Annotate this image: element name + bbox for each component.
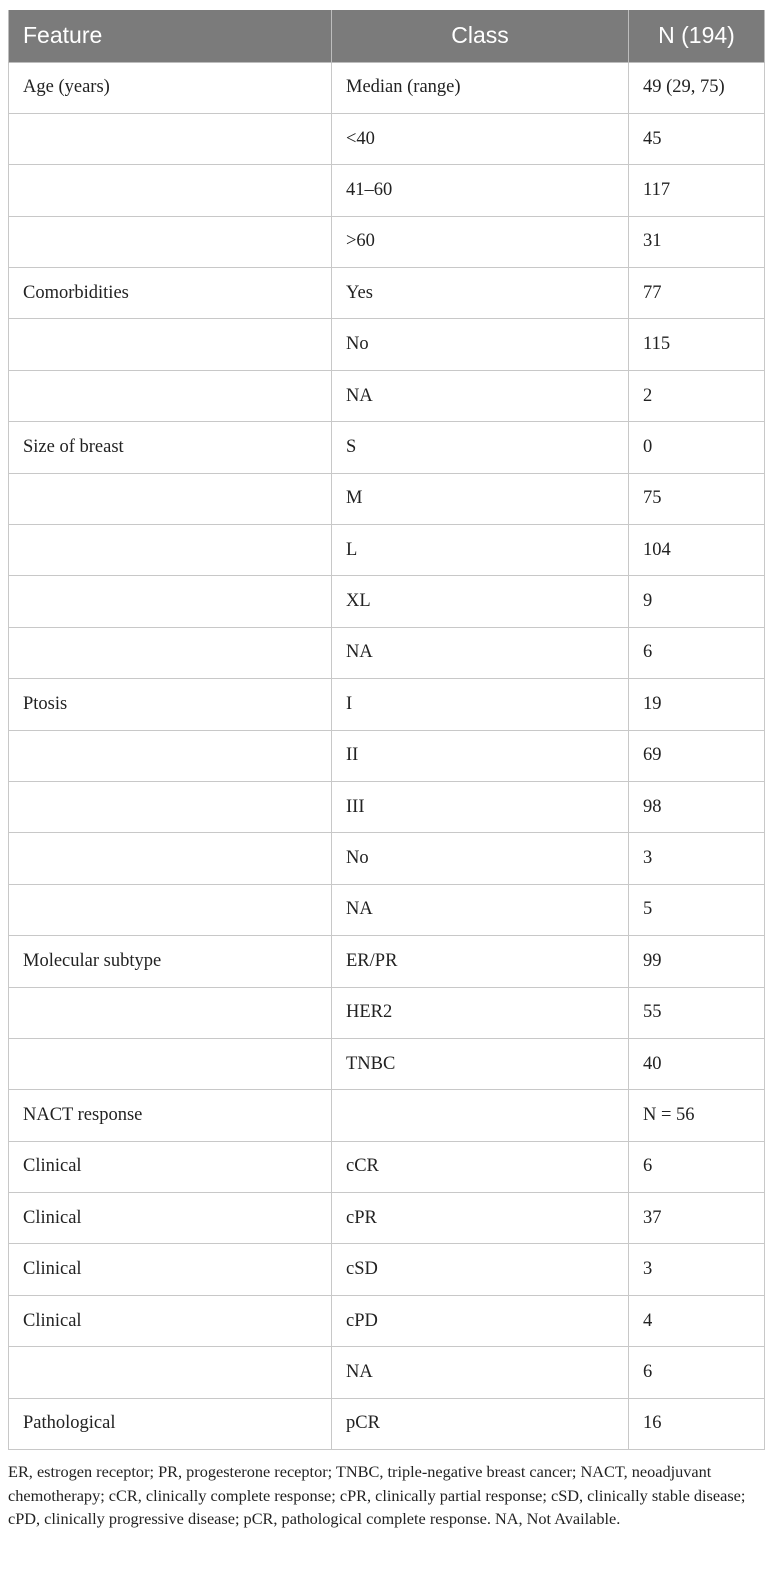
table-row [9,1038,765,1089]
cell-n: 37 [629,1193,765,1244]
cell-class: Yes [332,268,629,319]
table-row [9,627,765,678]
table-row [9,1398,765,1449]
table-row [9,216,765,267]
cell-class: III [332,781,629,832]
cell-feature [9,627,332,678]
cell-feature [9,576,332,627]
cell-class: XL [332,576,629,627]
cell-class: M [332,473,629,524]
cell-n: 69 [629,730,765,781]
table-row [9,1244,765,1295]
cell-n: 6 [629,1347,765,1398]
cell-n: 3 [629,1244,765,1295]
cell-class: No [332,833,629,884]
header-class: Class [332,10,629,62]
cell-n: 55 [629,987,765,1038]
cell-class: I [332,679,629,730]
cell-class: TNBC [332,1038,629,1089]
table-row [9,781,765,832]
cell-feature [9,216,332,267]
cell-feature: NACT response [9,1090,332,1141]
cell-class: ER/PR [332,936,629,987]
data-table-container [8,10,764,1450]
cell-feature [9,833,332,884]
cell-feature: Age (years) [9,62,332,113]
header-n: N (194) [629,10,765,62]
cell-class: cPD [332,1295,629,1346]
table-row [9,576,765,627]
cell-feature [9,113,332,164]
cell-class: NA [332,1347,629,1398]
cell-feature: Comorbidities [9,268,332,319]
cell-class: NA [332,627,629,678]
cell-class [332,1090,629,1141]
cell-feature: Clinical [9,1193,332,1244]
cell-n: 6 [629,1141,765,1192]
cell-feature [9,319,332,370]
table-body [9,62,765,1450]
header-feature: Feature [9,10,332,62]
cell-class: cSD [332,1244,629,1295]
table-row [9,730,765,781]
cell-n: 45 [629,113,765,164]
cell-feature [9,1347,332,1398]
cell-n: 0 [629,422,765,473]
table-row [9,319,765,370]
cell-feature: Molecular subtype [9,936,332,987]
cell-class: S [332,422,629,473]
cell-n: 99 [629,936,765,987]
cell-feature: Size of breast [9,422,332,473]
cell-n: 9 [629,576,765,627]
table-row [9,165,765,216]
table-row [9,113,765,164]
cell-n: N = 56 [629,1090,765,1141]
table-row [9,268,765,319]
cell-class: NA [332,370,629,421]
table-row [9,62,765,113]
cell-feature [9,165,332,216]
cell-n: 4 [629,1295,765,1346]
table-row [9,1090,765,1141]
cell-n: 98 [629,781,765,832]
cell-n: 19 [629,679,765,730]
cell-n: 31 [629,216,765,267]
table-row [9,679,765,730]
cell-class: pCR [332,1398,629,1449]
cell-n: 3 [629,833,765,884]
cell-class: >60 [332,216,629,267]
cell-feature: Pathological [9,1398,332,1449]
cell-n: 104 [629,525,765,576]
cell-class: cPR [332,1193,629,1244]
cell-feature [9,730,332,781]
cell-n: 6 [629,627,765,678]
table-row [9,987,765,1038]
table-row [9,370,765,421]
table-row [9,1295,765,1346]
header-row [9,10,765,62]
cell-n: 5 [629,884,765,935]
cell-n: 75 [629,473,765,524]
cell-feature [9,987,332,1038]
cell-feature [9,525,332,576]
cell-class: NA [332,884,629,935]
cell-feature [9,781,332,832]
cell-feature [9,473,332,524]
table-row [9,884,765,935]
cell-class: Median (range) [332,62,629,113]
cell-n: 40 [629,1038,765,1089]
cell-n: 49 (29, 75) [629,62,765,113]
table-row [9,1347,765,1398]
cell-class: No [332,319,629,370]
table-row [9,936,765,987]
cell-feature: Ptosis [9,679,332,730]
cell-feature: Clinical [9,1244,332,1295]
table-row [9,422,765,473]
table-row [9,1141,765,1192]
patient-characteristics-table [8,10,765,1450]
cell-n: 2 [629,370,765,421]
cell-feature [9,1038,332,1089]
table-row [9,525,765,576]
cell-feature: Clinical [9,1141,332,1192]
cell-class: II [332,730,629,781]
cell-feature: Clinical [9,1295,332,1346]
table-footnote: ER, estrogen receptor; PR, progesterone receptor; TNBC, triple-negative breast cancer; NACT, neoadjuvant chemotherapy; cCR, clinically complete response; cPR, clinically partial response; cSD, clinically stable disease; cPD, clinically progressive disease; pCR, pathological complete response. NA, Not Available. [8,1462,746,1528]
cell-n: 117 [629,165,765,216]
cell-feature [9,884,332,935]
cell-feature [9,370,332,421]
cell-n: 77 [629,268,765,319]
table-row [9,833,765,884]
cell-class: <40 [332,113,629,164]
cell-n: 16 [629,1398,765,1449]
cell-class: cCR [332,1141,629,1192]
cell-class: L [332,525,629,576]
cell-n: 115 [629,319,765,370]
cell-class: HER2 [332,987,629,1038]
cell-class: 41–60 [332,165,629,216]
table-row [9,1193,765,1244]
table-row [9,473,765,524]
